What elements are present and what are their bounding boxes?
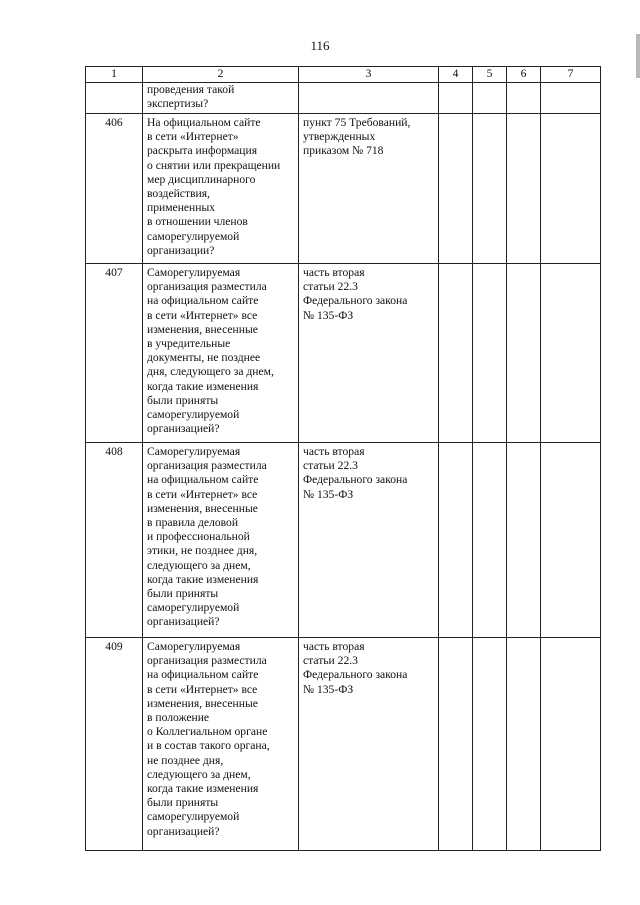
question-line: не позднее дня,: [147, 753, 224, 767]
question-line: организацией?: [147, 824, 220, 838]
question-line: Саморегулируемая: [147, 640, 241, 653]
reference-line: приказом № 718: [303, 144, 384, 158]
question-line: в положение: [147, 711, 210, 725]
question-line: были приняты: [147, 796, 219, 810]
question-line: Саморегулируемая: [147, 266, 241, 279]
row-number-cell: 406: [86, 114, 143, 264]
question-line: раскрыта информация: [147, 144, 258, 158]
header-cell-5: 5: [473, 67, 507, 83]
reference-line: часть вторая: [303, 445, 365, 458]
question-line: примененных: [147, 201, 216, 215]
empty-cell: [541, 114, 601, 264]
question-line: следующего за днем,: [147, 558, 251, 572]
question-line: в сети «Интернет» все: [147, 308, 258, 322]
empty-cell: [507, 83, 541, 114]
question-line: мер дисциплинарного: [147, 172, 256, 186]
question-line: и профессиональной: [147, 530, 250, 544]
question-line: организация разместила: [147, 654, 267, 668]
question-line: в сети «Интернет» все: [147, 487, 258, 501]
table-row: [86, 638, 601, 851]
header-cell-7: 7: [541, 67, 601, 83]
question-cell: [143, 264, 299, 443]
scan-edge-mark: [636, 34, 640, 78]
question-line: документы, не позднее: [147, 351, 261, 365]
reference-line: статьи 22.3: [303, 280, 358, 294]
reference-line: пункт 75 Требований,: [303, 116, 411, 129]
table-header-row: [86, 67, 601, 83]
question-line: изменения, внесенные: [147, 322, 258, 336]
question-line: Саморегулируемая: [147, 445, 241, 458]
empty-cell: [507, 264, 541, 443]
question-line: в сети «Интернет»: [147, 130, 239, 144]
reference-line: № 135-ФЗ: [303, 308, 354, 322]
question-line: в отношении членов: [147, 215, 248, 229]
header-cell-4: 4: [439, 67, 473, 83]
reference-line: Федерального закона: [303, 668, 408, 682]
question-line: изменения, внесенные: [147, 501, 258, 515]
empty-cell: [507, 114, 541, 264]
question-line: в правила деловой: [147, 516, 239, 530]
legal-reference-cell: [299, 638, 439, 851]
question-line: этики, не позднее дня,: [147, 544, 258, 558]
reference-line: часть вторая: [303, 640, 365, 653]
reference-line: Федерального закона: [303, 473, 408, 487]
requirements-table: [85, 66, 601, 851]
empty-cell: [541, 638, 601, 851]
empty-cell: [473, 443, 507, 638]
continuation-ref-cell: [299, 83, 439, 114]
empty-cell: [507, 638, 541, 851]
question-line: на официальном сайте: [147, 668, 259, 682]
continuation-row: [86, 83, 601, 114]
reference-line: № 135-ФЗ: [303, 487, 354, 501]
header-cell-1: 1: [86, 67, 143, 83]
question-cell: [143, 638, 299, 851]
question-line: организации?: [147, 243, 215, 257]
question-line: саморегулируемой: [147, 229, 240, 243]
legal-reference-cell: [299, 264, 439, 443]
reference-line: утвержденных: [303, 130, 376, 144]
empty-cell: [473, 114, 507, 264]
question-cell: [143, 443, 299, 638]
question-line: организация разместила: [147, 280, 267, 294]
empty-cell: [473, 83, 507, 114]
table-row: [86, 264, 601, 443]
reference-line: Федерального закона: [303, 294, 408, 308]
question-line: о снятии или прекращении: [147, 158, 281, 172]
header-cell-2: 2: [143, 67, 299, 83]
reference-line: № 135-ФЗ: [303, 682, 354, 696]
question-line: когда такие изменения: [147, 572, 259, 586]
empty-cell: [439, 83, 473, 114]
legal-reference-cell: [299, 443, 439, 638]
reference-line: статьи 22.3: [303, 459, 358, 473]
question-line: экспертизы?: [147, 97, 209, 111]
question-line: о Коллегиальном органе: [147, 725, 268, 739]
question-line: организация разместила: [147, 459, 267, 473]
page-number: 116: [310, 38, 330, 53]
question-line: в сети «Интернет» все: [147, 682, 258, 696]
row-number-cell: 409: [86, 638, 143, 851]
question-line: воздействия,: [147, 187, 210, 201]
question-line: дня, следующего за днем,: [147, 365, 274, 379]
question-line: на официальном сайте: [147, 294, 259, 308]
table-row: [86, 114, 601, 264]
question-line: следующего за днем,: [147, 767, 251, 781]
table-row: [86, 443, 601, 638]
question-line: когда такие изменения: [147, 782, 259, 796]
header-cell-3: 3: [299, 67, 439, 83]
question-line: саморегулируемой: [147, 601, 240, 615]
question-line: были приняты: [147, 587, 219, 601]
question-line: в учредительные: [147, 337, 231, 351]
question-line: изменения, внесенные: [147, 696, 258, 710]
empty-cell: [473, 638, 507, 851]
empty-cell: [439, 114, 473, 264]
continuation-question-cell: [143, 83, 299, 114]
question-cell: [143, 114, 299, 264]
question-line: были приняты: [147, 393, 219, 407]
continuation-num-cell: [86, 83, 143, 114]
header-cell-6: 6: [507, 67, 541, 83]
question-line: На официальном сайте: [147, 116, 261, 129]
empty-cell: [439, 264, 473, 443]
question-line: и в состав такого органа,: [147, 739, 270, 753]
empty-cell: [541, 443, 601, 638]
question-line: на официальном сайте: [147, 473, 259, 487]
question-line: проведения такой: [147, 83, 235, 96]
reference-line: часть вторая: [303, 266, 365, 279]
question-line: саморегулируемой: [147, 810, 240, 824]
empty-cell: [541, 264, 601, 443]
question-line: организацией?: [147, 615, 220, 629]
empty-cell: [473, 264, 507, 443]
row-number-cell: 408: [86, 443, 143, 638]
question-line: организацией?: [147, 422, 220, 436]
empty-cell: [439, 638, 473, 851]
legal-reference-cell: [299, 114, 439, 264]
question-line: саморегулируемой: [147, 408, 240, 422]
empty-cell: [507, 443, 541, 638]
question-line: когда такие изменения: [147, 379, 259, 393]
empty-cell: [439, 443, 473, 638]
row-number-cell: 407: [86, 264, 143, 443]
reference-line: статьи 22.3: [303, 654, 358, 668]
empty-cell: [541, 83, 601, 114]
